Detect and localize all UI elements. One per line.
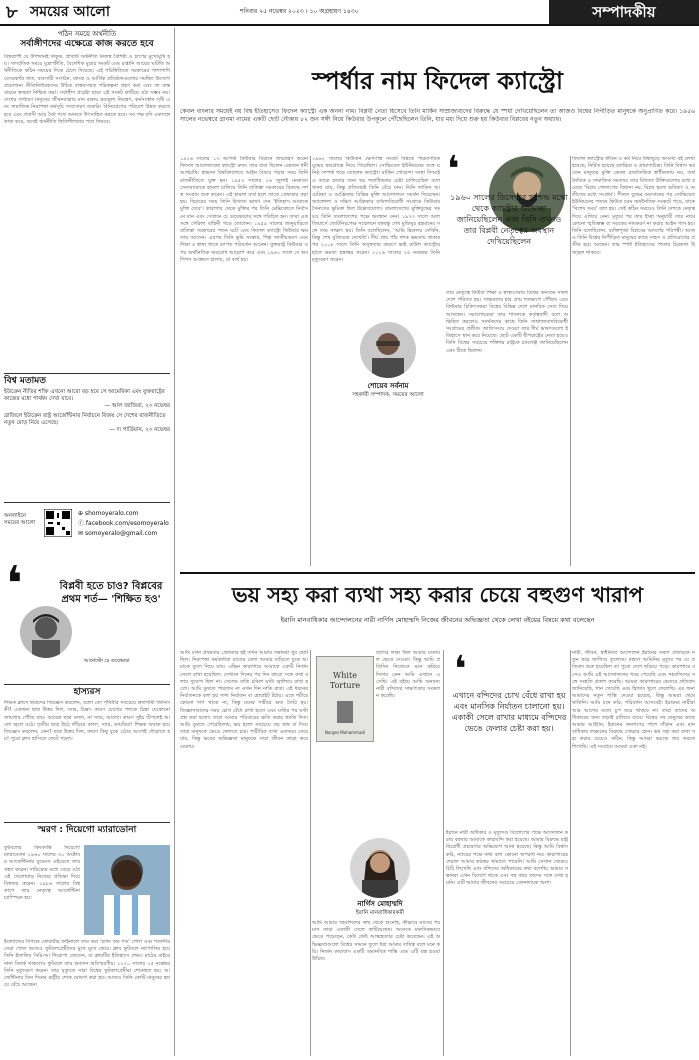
book-cover-image [316,656,374,742]
article2-col3 [446,830,568,1056]
remembrance-body-left [4,845,80,935]
article2-col1 [180,650,308,1056]
article1-col1 [180,156,308,566]
column-divider [310,650,311,1056]
quote-box [4,556,170,670]
article1-intro [180,108,695,152]
quote-text: বিপ্লবী হতে চাও? বিপ্লবের প্রথম শর্ত— 'শিক্ষিত হও' [59,581,163,605]
humor-box [4,684,170,818]
column-divider [443,650,444,1056]
remembrance-box [4,822,170,989]
column-divider [570,156,571,566]
article2-col2-side [376,650,440,830]
body-text: বিশ্বব্যাপী যে উপাদানই থাকুক, প্রতিটি অর্থনীতি নিজস্ব বৈশিষ্ট্য ও চাপের মুখোমুখি হয়। সাম্প্রতিক সময়ে মুদ্রাস্ফীতি, বৈদেশিক মুদ্রার সংকট এবং রপ্তানি আয়ের ঘাটতি অর্থনীতিকে কঠিন সময়ের দিকে ঠেলে দিয়েছে। এই পরিস্থিতিতে সরকারের পাশাপাশি বেসরকারি খাত, ব্যবসায়ী সংগঠন, ব্যাংক ও আর্থিক প্রতিষ্ঠানগুলোর সমন্বিত উদ্যোগ প্রয়োজন। নীতিনির্ধারকদের উচিত বাস্তবসম্মত পরিকল্পনা গ্রহণ করা এবং তা বাস্তবায়নে স্বচ্ছতা নিশ্চিত করা। সর্বাঙ্গীণ প্রচেষ্টা ছাড়া এই সংকট কাটিয়ে ওঠা সম্ভব নয়। দেশের সাধারণ মানুষের জীবনযাত্রার মান রক্ষায় দ্রব্যমূল্য নিয়ন্ত্রণ, কর্মসংস্থান সৃষ্টি এবং সামাজিক নিরাপত্তা কর্মসূচি সম্প্রসারণ জরুরি। বিনিয়োগের পরিবেশ উন্নত করতে হবে এবং প্রবাসী আয় বৈধ পথে আনতে উৎসাহিত করতে হবে। সব পক্ষ যদি একসঙ্গে কাজ করে, তবেই অর্থনীতি স্থিতিশীলতার পথে ফিরবে। [4,54,170,125]
maradona-photo [84,845,170,935]
article-separator [180,572,695,574]
body-text: ফিদেল ক্যাস্ট্রোর জীবন ও কর্ম নিয়ে বিশ্বজুড়ে অসংখ্য বই লেখা হয়েছে, নির্মিত হয়েছে চলচ্চিত্র ও প্রামাণ্যচিত্র। তিনি বিশ্বাস করতেন মানুষের মুক্তি কেবল রাজনৈতিক স্বাধীনতায় নয়, অর্থনৈতিক ও সামাজিক সমতায়। তার বিখ্যাত উক্তিগুলোর মধ্যে রয়েছে 'বিপ্লব গোলাপের বিছানা নয়, বিপ্লব হলো ভবিষ্যৎ ও অতীতের মধ্যে সংগ্রাম'। শীতল যুদ্ধের অবসানের পর সোভিয়েত ইউনিয়নের পতনে কিউবা চরম অর্থনৈতিক সংকটে পড়ে, যাকে 'বিশেষ সময়' বলা হয়। সেই কঠিন সময়েও তিনি দেশকে নেতৃত্ব দিয়ে এগিয়ে নেন। মৃত্যুর পর তার ইচ্ছা অনুযায়ী তার নামে কোনো স্মৃতিস্তম্ভ বা সড়কের নামকরণ না করার আইন পাস হয়। তিনি বলেছিলেন, ব্যক্তিপূজা বিপ্লবের আদর্শের পরিপন্থী। আজও তিনি বিশ্বের নিপীড়িত মানুষের কাছে সাহস ও প্রতিরোধের প্রতীক হয়ে আছেন। তার স্পর্ধা ইতিহাসের পাতায় চিরকাল উজ্জ্বল থাকবে। [572,156,695,256]
body-text: ইরানে নারী অধিকার ও মৃত্যুদণ্ড বিলোপের পক্ষে আন্দোলন করায় বহুবার আমাকে কারাবন্দি করা হয়েছে। আমার বিরুদ্ধে রাষ্ট্রবিরোধী প্রচারণার অভিযোগ আনা হয়েছে। কিন্তু আমি বিশ্বাস করি, ন্যায়ের পক্ষে কথা বলা কোনো অপরাধ নয়। কারাগারের দেয়াল আমার কণ্ঠস্বর থামাতে পারেনি। আমি সেখান থেকেও চিঠি লিখেছি এবং বন্দিদের অধিকারের কথা বলেছি। আমার সন্তানরা এখন বিদেশে থাকে এবং বহু বছর তাদের সঙ্গে দেখা হয়নি। এটি আমার জীবনের সবচেয়ে বেদনাদায়ক অংশ। [446,830,568,887]
article2-col2 [312,920,440,1056]
article1-author-title: সহকারী সম্পাদক, সময়ের আলো [352,392,424,398]
body-text: ইংল্যান্ডের বিপক্ষে কোয়ার্টার ফাইনালে তার করা 'হ্যান্ড অব গড' গোল এবং শতাব্দীর সেরা গোল আজও ফুটবলপ্রেমীদের মুখে মুখে ফেরে। ক্লাব ফুটবলে নাপোলির হয়ে তিনি ইতালির সিরি-আ শিরোপা জেতেন, যা ক্লাবটির ইতিহাসে প্রথম। মাঠের বাইরে নানা বিতর্ক থাকলেও ফুটবলে তার অবদান অবিস্মরণীয়। ২০২০ সালের ২৫ নভেম্বর তিনি মৃত্যুবরণ করেন। তার মৃত্যুতে সারা বিশ্বের ফুটবলপ্রেমীরা শোকাহত হয়। আর্জেন্টিনায় তিন দিনের রাষ্ট্রীয় শোক ঘোষণা করা হয়। আজও তিনি কোটি মানুষের হৃদয়ে বেঁচে আছেন। [4,939,170,989]
body-text: নারী, জীবন, স্বাধীনতা আন্দোলন ইরানের তরুণ প্রজন্মকে নতুন করে জাগিয়ে তুলেছে। মাহসা আমিনির মৃত্যুর পর যে প্রতিবাদ শুরু হয়েছিল তা পুরো দেশে ছড়িয়ে পড়ে। কারাগারে বসেও আমি এই আন্দোলনের খবর পেয়েছি এবং সহবন্দিদের সঙ্গে সংহতি প্রকাশ করেছি। আমরা কারাগারের ভেতরে প্রতিবাদ জানিয়েছি, গান গেয়েছি এবং হিজাব খুলে ফেলেছি। এর জন্য আমাদের নতুন শাস্তি দেওয়া হয়েছে, কিন্তু আমরা থেমে থাকিনি। আমি মনে করি, পরিবর্তন আসবেই। ইরানের নারীরা আর আগের মতো চুপ করে থাকবে না। তারা তাদের অধিকারের জন্য লড়াই চালিয়ে যাবে। বিশ্বের সব মানুষের কাছে আমার আহ্বান, ইরানের জনগণের পাশে দাঁড়ান এবং মানবাধিকার লঙ্ঘনের বিরুদ্ধে সোচ্চার হোন। ভয় সহ্য করা ব্যথা সহ্য করার চেয়েও কঠিন, কিন্তু আমরা ভয়কে জয় করতে শিখেছি। এই সংগ্রামে আমরা একা নই। [572,650,695,750]
article1-col4 [572,156,695,566]
opinion-source: — দ্য গার্ডিয়ান, ২৩ নভেম্বর [109,426,170,433]
author-photo [350,838,410,898]
article2-headline: ভয় সহ্য করা ব্যথা সহ্য করার চেয়ে বহুগুণ খারাপ [231,583,644,607]
column-divider [174,28,175,1056]
body-text: তাদের লক্ষ্য ছিল আমার মনোবল ভেঙে দেওয়া। কিন্তু আমি প্রতিদিন নিজেকে মনে করিয়ে দিতাম কেন আমি এখানে এসেছি। এই বইয়ে আমি অন্যান্য নারী বন্দিদের সাক্ষাৎকার সংকলন করেছি। [376,650,440,700]
opinion-text: ইউক্রেন নীতির শক্তি এখনো আরো বড় হবে সে আমেরিকা এবং যুক্তরাষ্ট্রের কাজের মধ্যে পার্থক্য দেখা যাবে। [4,389,165,403]
article1-headline: স্পর্ধার নাম ফিদেল ক্যাস্ট্রো [312,67,563,95]
facebook-link[interactable]: ⓕ facebook.com/esomoyeralo [78,520,169,527]
opinion-source: — আল জাজিরা, ২৩ নভেম্বর [104,403,170,409]
opinion-box [4,373,170,434]
page-number: ৮ [6,2,18,23]
article2-pullquote: এখানে বন্দিদের চোখ বেঁধে রাখা হয় এবং মানসিক নির্যাতন চালানো হয়। একাকী সেলে রাখার মাধ্যমে বন্দিদের ভেঙে ফেলার চেষ্টা করা হয়। [451,691,567,733]
quote-mark-icon: ❛ [6,556,23,612]
opinion-item [4,389,170,433]
masthead: সময়ের আলো [30,4,110,20]
opinion-section-title: বিশ্ব মতামত [4,376,46,386]
body-text: তার নেতৃত্বে কিউবা শিক্ষা ও স্বাস্থ্যসেবায় বিশ্বের অন্যতম সফল দেশে পরিণত হয়। সাক্ষরতার হার প্রায় শতভাগে পৌঁছায় এবং কিউবার চিকিৎসকরা বিশ্বের বিভিন্ন দেশে মানবিক সেবা দিয়ে আসছেন। সমালোচকরা তার শাসনকে কর্তৃত্ববাদী বলে অভিহিত করলেও সমর্থকদের কাছে তিনি সাম্রাজ্যবাদবিরোধী সংগ্রামের প্রতীক। জাতিসংঘে দেওয়া তার দীর্ঘ ভাষণগুলো ইতিহাসে স্থান করে নিয়েছে। ছোট একটি দ্বীপরাষ্ট্রের নেতা হয়েও তিনি বিশ্বের সবচেয়ে শক্তিধর রাষ্ট্রকে চ্যালেঞ্জ জানিয়েছিলেন এবং টিকে ছিলেন। [446,290,568,354]
web-link[interactable]: ⊕ shomoyeralo.com [78,510,139,517]
author-photo [360,322,416,378]
humor-section-title: হাস্যরস [73,687,101,697]
body-text: শিক্ষক ক্লাসে ছাত্রদের জিজ্ঞেস করলেন, বলো তো পৃথিবীর সবচেয়ে দ্রুতগামী জিনিস কী? একজন ছাত্র উত্তর দিল, স্যার, চিন্তা। কারণ চোখের পলকে চিন্তা যেকোনো জায়গায় পৌঁছে যায়। আরেক ছাত্র বলল, না স্যার, আলো। কারণ সুইচ টিপলেই আলো জ্বলে ওঠে। তৃতীয় ছাত্র উঠে দাঁড়িয়ে বলল, স্যার, ডায়রিয়া! শিক্ষক অবাক হয়ে জিজ্ঞেস করলেন, কেন? ছাত্র উত্তর দিল, কারণ কিছু বুঝে ওঠার আগেই দৌড়াতে হয়! পুরো ক্লাস হাসিতে ফেটে পড়ল। [4,700,170,743]
article1-author-name: শোয়েব সর্বনাম [367,382,409,390]
online-label: অনলাইনে সময়ের আলো [4,513,36,526]
column-divider [310,156,311,566]
body-text: ফুটবলের কিংবদন্তি দিয়েগো ম্যারাডোনা ১৯৬০ সালের ৩০ অক্টোবর আর্জেন্টিনার বুয়েনস এইরেসে জন্মগ্রহণ করেন। দারিদ্র্যের মধ্যে বেড়ে ওঠা এই খেলোয়াড় নিজের প্রতিভা দিয়ে বিশ্বজয় করেন। ১৯৮৬ সালের বিশ্বকাপে তার নেতৃত্বে আর্জেন্টিনা চ্যাম্পিয়ন হয়। [4,845,80,902]
article2-author-name: নার্গিস মোহাম্মদি [357,900,403,908]
editorial-title: সর্বাঙ্গীণদের এক্ষেত্রে কাজ করতে হবে [20,38,154,49]
book-title: White Torture [329,671,361,690]
column-divider [570,650,571,1056]
editorial-box [4,30,170,354]
body-text: আমি যখন প্রথমবার গ্রেফতার হই তখন আমার সন্তানরা খুব ছোট ছিল। নিরাপত্তা কর্মকর্তারা রাতের বেলা আমার বাড়িতে ঢুকে আমাকে তুলে নিয়ে যায়। এভিন কারাগারে আমাকে একটি নির্জন সেলে রাখা হয়েছিল। সেখানে দিনের পর দিন কারো সঙ্গে কথা বলার সুযোগ ছিল না। সেলের বাতি চব্বিশ ঘণ্টা জ্বালিয়ে রাখা হতো। আমি বুঝতে পারতাম না এখন দিন নাকি রাত। এই ধরনের নির্যাতনকে বলা হয় সাদা নির্যাতন বা হোয়াইট টর্চার। এতে শরীরে কোনো দাগ থাকে না, কিন্তু মনের গভীরে ক্ষত তৈরি হয়। জিজ্ঞাসাবাদের সময় চোখ বেঁধে রাখা হতো এবং ঘণ্টার পর ঘণ্টা প্রশ্ন করা হতো। তারা আমার পরিবারের ক্ষতি করার হুমকি দিত। আমি বুঝতে পেরেছিলাম, ভয় হলো সবচেয়ে বড় অস্ত্র যা দিয়ে তারা মানুষকে ভেঙে ফেলতে চায়। শারীরিক ব্যথা একসময় সেরে যায়, কিন্তু ভয়ের অভিজ্ঞতা মানুষকে সারা জীবন তাড়া করে বেড়ায়। [180,650,308,750]
date-line: শনিবার ২৫ নভেম্বর ২০২৩ । ১০ অগ্রহায়ণ ১৪৩০ [240,8,359,15]
online-box [4,502,170,543]
email-link[interactable]: ✉ somoyeralo@gmail.com [78,530,158,537]
remembrance-body [4,939,170,1051]
humor-body [4,700,170,818]
body-text: ১৯৬২ সালের কিউবান ক্ষেপণাস্ত্র সংকট বিশ্বকে পারমাণবিক যুদ্ধের দ্বারপ্রান্তে নিয়ে গিয়েছিল। সোভিয়েত ইউনিয়নের সঙ্গে ঘনিষ্ঠ সম্পর্ক গড়ে তোলেন ক্যাস্ট্রো। মার্কিন গোয়েন্দা সংস্থা সিআইএ তাকে হত্যার জন্য ছয় শতাধিকবার চেষ্টা চালিয়েছিল বলে জানা যায়, কিন্তু প্রতিবারই তিনি বেঁচে যান। তিনি লাতিন আমেরিকা ও আফ্রিকার বিভিন্ন মুক্তি আন্দোলনে সমর্থন দিয়েছেন। অ্যাঙ্গোলা ও দক্ষিণ আফ্রিকার বর্ণবাদবিরোধী সংগ্রামে কিউবার সৈন্যদের ভূমিকা ছিল উল্লেখযোগ্য। বাংলাদেশের মুক্তিযুদ্ধের সময়ও তিনি বাংলাদেশের পক্ষে অবস্থান নেন। ১৯৭৩ সালে আলজিয়ার্সে জোটনিরপেক্ষ সম্মেলনে বঙ্গবন্ধু শেখ মুজিবুর রহমানের সঙ্গে তার সাক্ষাৎ হয়। তিনি বলেছিলেন, 'আমি হিমালয় দেখিনি, কিন্তু শেখ মুজিবকে দেখেছি'। দীর্ঘ প্রায় পাঁচ দশক ক্ষমতায় থাকার পর ২০০৮ সালে তিনি অসুস্থতার কারণে ভাই রাউল ক্যাস্ট্রোর হাতে ক্ষমতা হস্তান্তর করেন। ২০১৬ সালের ২৫ নভেম্বর তিনি মৃত্যুবরণ করেন। [312,156,440,263]
body-text: ১৯২৬ সালের ১৩ আগস্ট কিউবার বিরানে জন্মগ্রহণ করেন ফিদেল আলেজান্দ্রো ক্যাস্ট্রো রুজ। তার বাবা ছিলেন একজন ধনী আখচাষি। হাভানা বিশ্ববিদ্যালয়ে আইন বিষয়ে পড়ার সময় তিনি রাজনীতিতে যুক্ত হন। ১৯৫৩ সালের ২৬ জুলাই মনকাডা সেনাব্যারাকে হামলা চালিয়ে তিনি বাতিস্তা সরকারের বিরুদ্ধে সশস্ত্র সংগ্রাম শুরু করেন। এই হামলা ব্যর্থ হলে তাকে গ্রেফতার করা হয়। বিচারের সময় তিনি বিখ্যাত ভাষণ দেন 'ইতিহাস আমাকে মুক্তি দেবে'। কারাগার থেকে মুক্তির পর তিনি মেক্সিকোতে নির্বাসনে যান এবং সেখানে চে গুয়েভারার সঙ্গে পরিচিত হন। তারা একসঙ্গে গেরিলা বাহিনী গড়ে তোলেন। ১৯৫৯ সালের জানুয়ারিতে বাতিস্তা সরকারের পতন ঘটে এবং ফিদেল ক্যাস্ট্রো কিউবার ক্ষমতায় আসেন। এরপর তিনি ভূমি সংস্কার, শিল্প জাতীয়করণ এবং শিক্ষা ও স্বাস্থ্য খাতে ব্যাপক পরিবর্তন আনেন। যুক্তরাষ্ট্র কিউবার ওপর অর্থনৈতিক অবরোধ আরোপ করে এবং ১৯৬১ সালে বে অব পিগস আক্রমণ চালায়, যা ব্যর্থ হয়। [180,156,308,263]
article1-col3 [446,290,568,566]
qr-code-icon[interactable] [44,509,72,537]
body-text: আমি আমার সহবন্দিদের কাছ থেকে শুনেছি, কীভাবে মাসের পর মাস তারা একাকী সেলে কাটিয়েছেন। অনেকে মানসিকভাবে ভেঙে পড়েছেন, কেউ কেউ আত্মহত্যার চেষ্টা করেছেন। এই অভিজ্ঞতাগুলো বিশ্বের সামনে তুলে ধরা আমার দায়িত্ব বলে মনে করি। নির্জন কারাবাস একটি অমানবিক শাস্তি এবং এটি বন্ধ হওয়া উচিত। [312,920,440,963]
editorial-body [4,54,170,354]
article2-author-title: ইরানি মানবাধিকারকর্মী [355,910,405,916]
article2-col4 [572,650,695,1056]
quote-mark-icon: ❛ [447,149,460,190]
remembrance-title: স্মরণ : দিয়েগো ম্যারাডোনা [37,825,137,835]
article2-deck: ইরানি মানবাধিকার আন্দোলনের নারী নার্গিস মোহাম্মদি নিজের জীবনের অভিজ্ঞতা থেকে লেখা বইয়ের বিষয়ে কথা বলেছেন [280,616,595,624]
editorial-kicker: পঠিন সময়ে অর্থনীতি [57,30,117,38]
portrait-image [20,606,72,658]
quote-mark-icon: ❛ [454,649,467,690]
quote-author: আর্নেস্টো চে গুয়েভারা [84,658,130,664]
body-text: কেবল বাংলার সময়েই নয় বিশ্ব ইতিহাসেও ফিদেল ক্যাস্ট্রো এক অনন্য নাম। বিপ্লবী নেতা হিসেবে তিনি মার্কিন সাম্রাজ্যবাদের বিরুদ্ধে যে স্পর্ধা দেখিয়েছিলেন তা আজও বিশ্বের নিপীড়িত মানুষকে অনুপ্রাণিত করে। ১৯৫৬ সালের নভেম্বরে গ্রানমা নামের একটি ছোট নৌকায় ৮২ জন সঙ্গী নিয়ে কিউবার উপকূলে পৌঁছেছিলেন তিনি, যার মধ্য দিয়ে শুরু হয় কিউবার বিপ্লবের নতুন অধ্যায়। [180,108,695,123]
opinion-text: ব্রাজিলে ইউক্রেন রাষ্ট্র আর্জেন্টিনার নির্বাচনে বিজয় সে দেশের রাজনীতিতে নতুন মোড় নিয়ে এসেছে। [4,412,166,426]
section-title: সম্পাদকীয় [549,0,699,24]
book-author: Narges Mohammadi [324,729,366,735]
article1-pullquote: ১৯৬০ সালের ডিসেম্বরে খুশ্চেভ মস্কো থেকে ক্যাস্ট্রোর শুভেচ্ছা জানিয়েছিলেন এবং তিনি তখনও তার বিপ্লবী নেতৃত্বের অবস্থান দেখিয়েছিলেন [450,193,568,246]
